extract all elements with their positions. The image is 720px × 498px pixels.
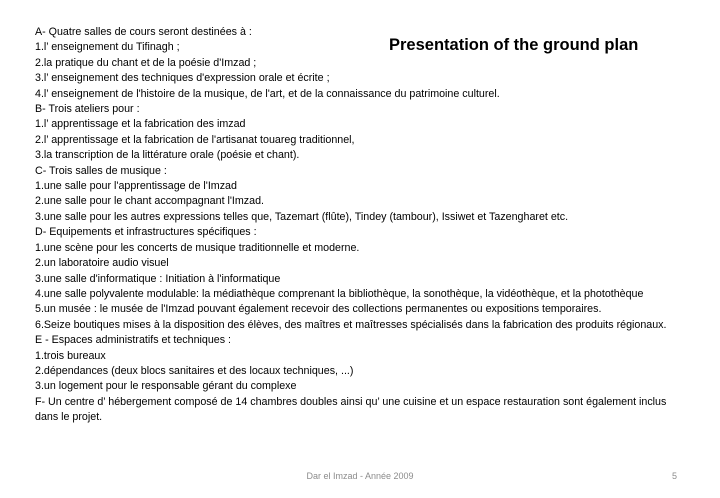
- text-line: 3.l’ enseignement des techniques d'expression orale et écrite ;: [35, 72, 330, 85]
- page-number: 5: [671, 471, 677, 481]
- text-line: 1.une scène pour les concerts de musique traditionnelle et moderne.: [35, 241, 360, 254]
- text-line: A- Quatre salles de cours seront destinées à :: [35, 26, 252, 38]
- body-text-list: [35, 25, 685, 426]
- text-line: C- Trois salles de musique :: [35, 164, 167, 177]
- text-line: 1.une salle pour l'apprentissage de l'Imzad: [35, 180, 237, 193]
- text-line: 4.l’ enseignement de l'histoire de la musique, de l'art, et de la connaissance du patrimoine culturel.: [35, 87, 500, 100]
- text-line: 3.un logement pour le responsable gérant du complexe: [35, 380, 297, 393]
- text-line: 2.l’ apprentissage et la fabrication de l'artisanat touareg traditionnel,: [35, 133, 355, 146]
- text-line: 4.une salle polyvalente modulable: la médiathèque comprenant la bibliothèque, la sonothèque, la vidéothèque, et la photothèque: [35, 287, 644, 300]
- text-line: 1.l’ apprentissage et la fabrication des imzad: [35, 118, 246, 131]
- text-line: 2.dépendances (deux blocs sanitaires et des locaux techniques, ...): [35, 364, 354, 377]
- text-line: 3.une salle d'informatique : Initiation à l'informatique: [35, 272, 281, 285]
- text-line: 1.l’ enseignement du Tifinagh ;: [35, 41, 180, 54]
- text-line: 2.la pratique du chant et de la poésie d'Imzad ;: [35, 56, 257, 69]
- text-line: E - Espaces administratifs et techniques :: [35, 334, 232, 347]
- text-line: F- Un centre d’ hébergement composé de 14 chambres doubles ainsi qu’ une cuisine et un espace restauration sont également inclus dans le projet.: [35, 395, 667, 424]
- text-line: 1.trois bureaux: [35, 349, 106, 362]
- text-line: 3.la transcription de la littérature orale (poésie et chant).: [35, 149, 300, 162]
- text-line: B- Trois ateliers pour :: [35, 103, 140, 116]
- text-line: D- Equipements et infrastructures spécifiques :: [35, 226, 257, 239]
- text-line: 3.une salle pour les autres expressions telles que, Tazemart (flûte), Tindey (tambour), Issiwet et Tazengharet etc.: [35, 210, 569, 223]
- text-line: 2.une salle pour le chant accompagnant l'Imzad.: [35, 195, 264, 208]
- text-line: 5.un musée : le musée de l'Imzad pouvant également recevoir des collections permanentes ou expositions temporaires.: [35, 303, 602, 316]
- slide-title: Presentation of the ground plan: [389, 36, 639, 54]
- text-line: 6.Seize boutiques mises à la disposition des élèves, des maîtres et maîtresses spécialisés dans la fabrication des produits régionaux.: [35, 318, 667, 331]
- text-line: 2.un laboratoire audio visuel: [35, 257, 169, 270]
- footer-text: Dar el Imzad - Année 2009: [306, 471, 414, 481]
